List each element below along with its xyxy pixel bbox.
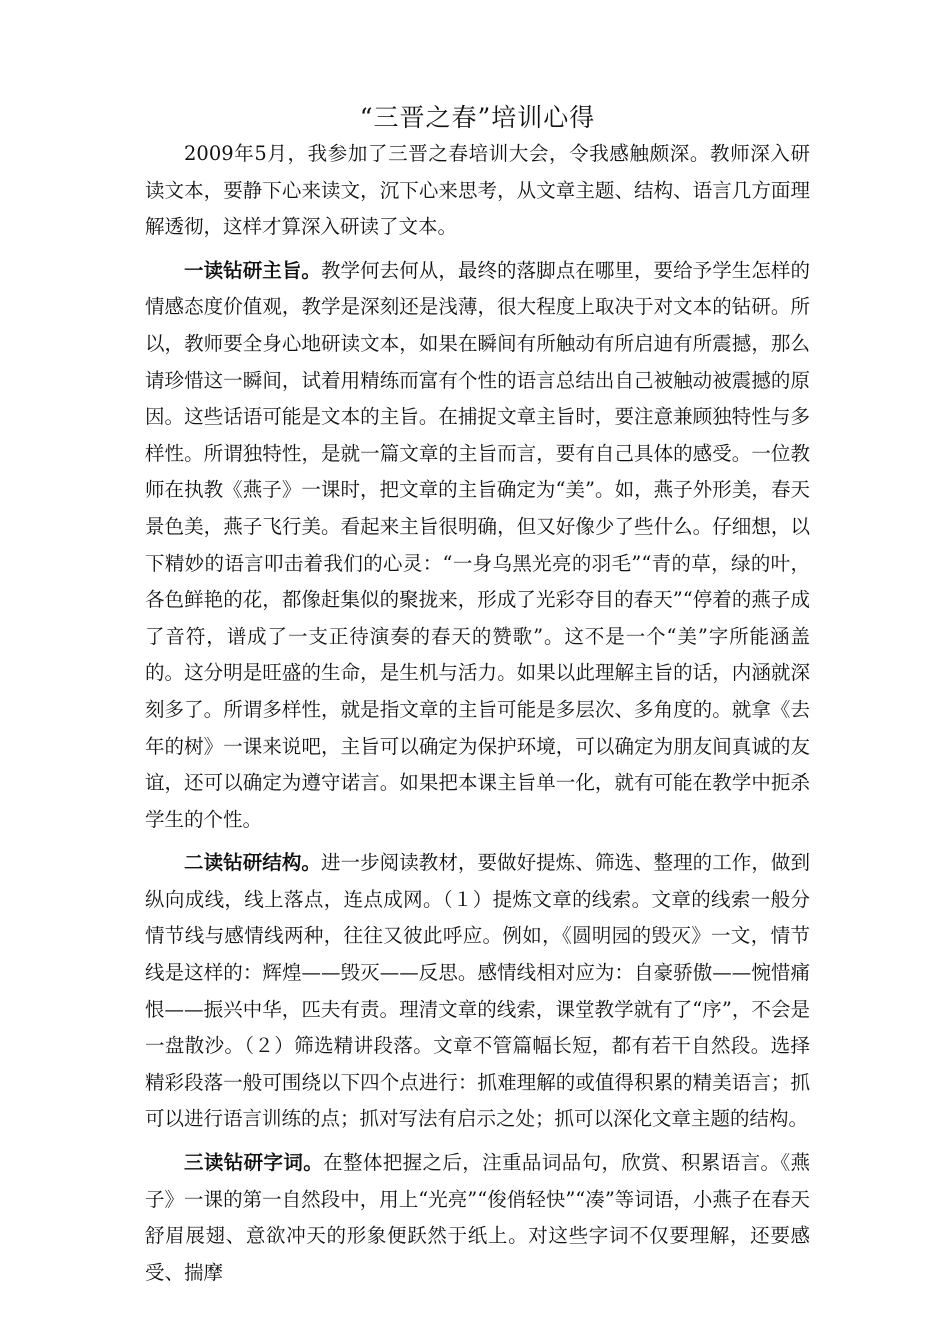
section-heading-structure: 二读钻研结构。 [184,851,321,875]
document-page [145,100,810,1291]
section-paragraph-words [145,1145,810,1291]
section-body-theme: 教学何去何从，最终的落脚点在哪里，要给予学生怎样的情感态度价值观，教学是深刻还是浅薄，很大程度上取决于对文本的钻研。所以，教师要全身心地研读文本，如果在瞬间有所触动有所启迪有所震撼，那么请珍惜这一瞬间，试着用精练而富有个性的语言总结出自己被触动被震撼的原因。这些话语可能是文本的主旨。在捕捉文章主旨时，要注意兼顾独特性与多样性。所谓独特性，是就一篇文章的主旨而言，要有自己具体的感受。一位教师在执教《燕子》一课时，把文章的主旨确定为“美”。如，燕子外形美，春天景色美，燕子飞行美。看起来主旨很明确，但又好像少了些什么。仔细想，以下精妙的语言叩击着我们的心灵：“一身乌黑光亮的羽毛”“青的草，绿的叶，各色鲜艳的花，都像赶集似的聚拢来，形成了光彩夺目的春天”“停着的燕子成了音符，谱成了一支正待演奏的春天的赞歌”。这不是一个“美”字所能涵盖的。这分明是旺盛的生命，是生机与活力。如果以此理解主旨的话，内涵就深刻多了。所谓多样性，就是指文章的主旨可能是多层次、多角度的。就拿《去年的树》一课来说吧，主旨可以确定为保护环境，可以确定为朋友间真诚的友谊，还可以确定为遵守诺言。如果把本课主旨单一化，就有可能在教学中扼杀学生的个性。 [145,258,810,831]
document-title: “三晋之春”培训心得 [359,103,596,132]
section-heading-words: 三读钻研字词。 [184,1151,324,1175]
section-paragraph-structure [145,845,810,1138]
section-body-structure: 进一步阅读教材，要做好提炼、筛选、整理的工作，做到纵向成线，线上落点，连点成网。（１）提炼文章的线索。文章的线索一般分情节线与感情线两种，往往又彼此呼应。例如，《圆明园的毁灭》一文，情节线是这样的：辉煌——毁灭——反思。感情线相对应为：自豪骄傲——惋惜痛恨——振兴中华，匹夫有责。理清文章的线索，课堂教学就有了“序”，不会是一盘散沙。（２）筛选精讲段落。文章不管篇幅长短，都有若干自然段。选择精彩段落一般可围绕以下四个点进行：抓难理解的或值得积累的精美语言；抓可以进行语言训练的点；抓对写法有启示之处；抓可以深化文章主题的结构。 [145,851,810,1131]
section-paragraph-theme [145,253,810,839]
section-heading-theme: 一读钻研主旨。 [184,258,321,282]
section-body-words: 在整体把握之后，注重品词品句，欣赏、积累语言。《燕子》一课的第一自然段中，用上“光亮”“俊俏轻快”“凑”等词语，小燕子在春天舒眉展翅、意欲冲天的形象便跃然于纸上。对这些字词不仅要理解，还要感受、揣摩 [145,1151,810,1284]
intro-paragraph: 2009年5月，我参加了三晋之春培训大会，令我感触颇深。教师深入研读文本，要静下心来读文，沉下心来思考，从文章主题、结构、语言几方面理解透彻，这样才算深入研读了文本。 [145,142,810,239]
